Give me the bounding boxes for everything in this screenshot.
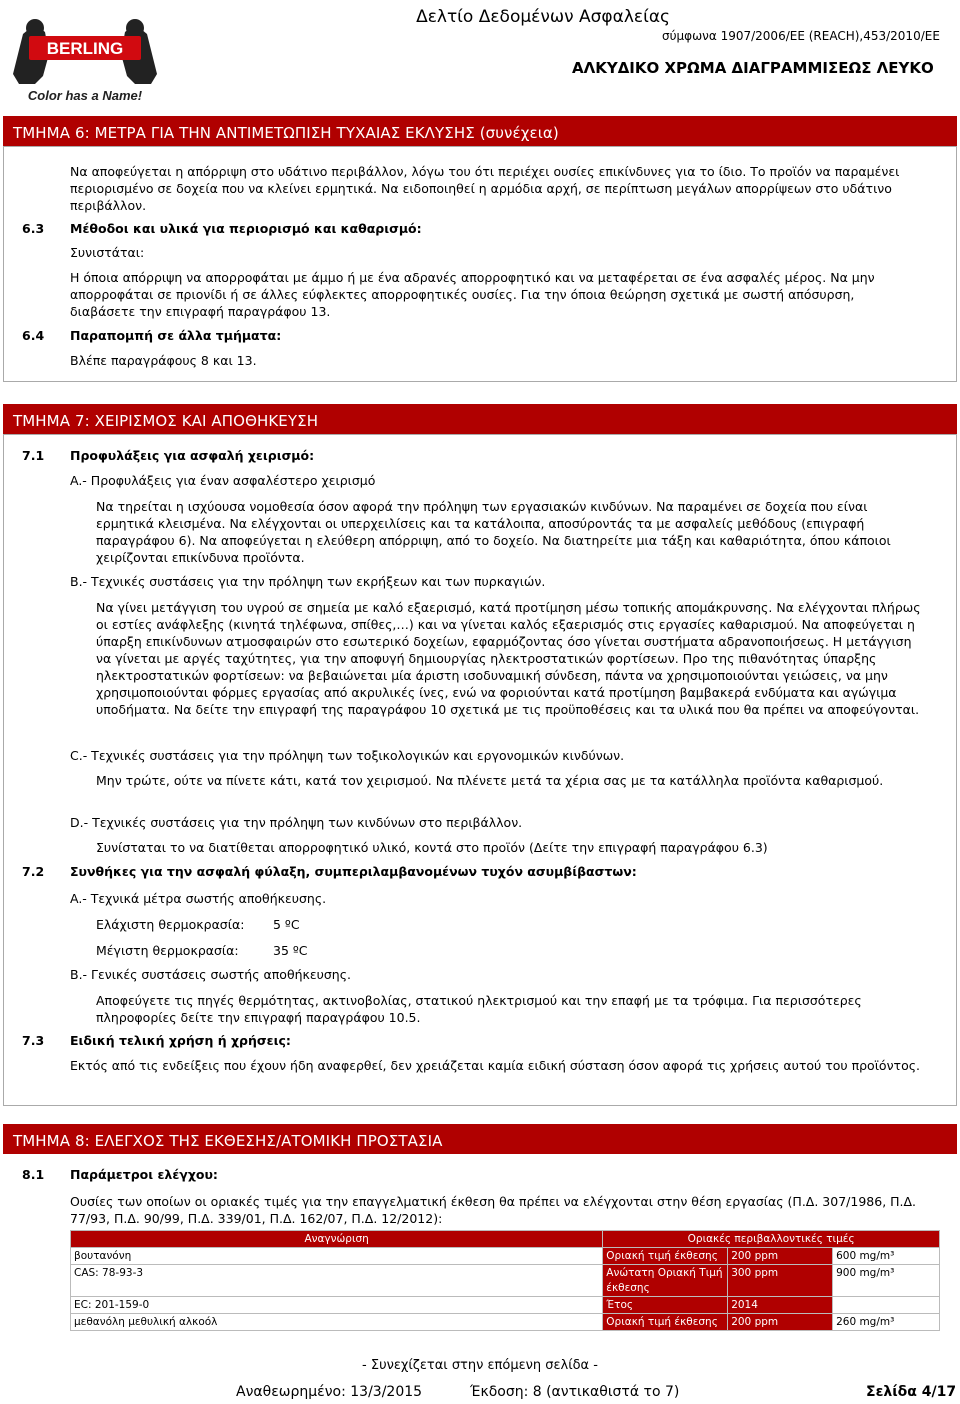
document-title: Δελτίο Δεδομένων Ασφαλείας	[416, 7, 670, 27]
s64-title: Παραπομπή σε άλλα τμήματα:	[70, 328, 282, 343]
s71-b-line-7: υποδήματα. Να δείτε την επιγραφή της παραγράφου 10 σχετικά με τις προϋποθέσεις και τα υλικά που θα πρέπει να αποφεύγονται.	[96, 702, 920, 717]
s64-number: 6.4	[22, 328, 45, 343]
s72-b-title: B.- Γενικές συστάσεις σωστής αποθήκευσης.	[70, 967, 352, 982]
table-cell-value-2: 600 mg/m³	[833, 1248, 940, 1265]
s71-b-line-6: χρησιμοποιούνται φόρμες εργασίας από ακρυλικές ίνες, ενώ να φοριούνται κατά προτίμηση βαμβακερά ενδύματα και αγώγιμα	[96, 685, 897, 700]
s71-number: 7.1	[22, 448, 45, 463]
table-row	[71, 1248, 940, 1265]
table-header-id: Αναγνώριση	[71, 1231, 603, 1248]
section-8-title: ΤΜΗΜΑ 8: ΕΛΕΓΧΟΣ ΤΗΣ ΕΚΘΕΣΗΣ/ΑΤΟΜΙΚΗ ΠΡΟΣΤΑΣΙΑ	[3, 1124, 957, 1154]
exposure-limits-table	[70, 1230, 940, 1331]
s63-subtitle: Συνιστάται:	[70, 245, 145, 260]
max-temp-value: 35 ºC	[273, 943, 308, 958]
s72-title: Συνθήκες για την ασφαλή φύλαξη, συμπεριλαμβανομένων τυχόν ασυμβίβαστων:	[70, 864, 637, 879]
table-cell-label: Οριακή τιμή έκθεσης	[603, 1248, 728, 1265]
table-header-limits: Οριακές περιβαλλοντικές τιμές	[603, 1231, 940, 1248]
table-cell-value-1: 300 ppm	[728, 1265, 833, 1296]
s71-b-line-4: να γίνεται με αργές ταχύτητες, για την αποφυγή δημιουργίας ηλεκτροστατικών φορτίσεων. Προ της πιθανότητας ύπαρξης	[96, 651, 877, 666]
table-row	[71, 1296, 940, 1313]
product-name: ΑΛΚΥΔΙΚΟ ΧΡΩΜΑ ΔΙΑΓΡΑΜΜΙΣΕΩΣ ΛΕΥΚΟ	[572, 59, 934, 77]
table-cell-label: Ανώτατη Οριακή Τιμή έκθεσης	[603, 1265, 728, 1296]
table-row	[71, 1313, 940, 1330]
s71-c-title: C.- Τεχνικές συστάσεις για την πρόληψη των τοξικολογικών και εργονομικών κινδύνων.	[70, 748, 625, 763]
svg-text:Color has a Name!: Color has a Name!	[27, 88, 143, 103]
s63-line-2: απορροφάται σε πριονίδι ή σε άλλες εύφλεκτες απορροφητικές ουσίες. Για την όποια θεώρηση σχετικά με σωστή απόσυρση,	[70, 287, 855, 302]
table-cell-value-2: 260 mg/m³	[833, 1313, 940, 1330]
svg-text:BERLING: BERLING	[46, 39, 124, 58]
table-cell-value-1: 2014	[728, 1296, 833, 1313]
min-temp-value: 5 ºC	[273, 917, 300, 932]
berling-logo-icon	[5, 4, 165, 104]
continued-note: - Συνεχίζεται στην επόμενη σελίδα -	[362, 1358, 598, 1373]
s71-a-line-4: χειρίζονται επικίνδυνα προϊόντα.	[96, 550, 305, 565]
table-cell-name: βουτανόνη	[71, 1248, 603, 1265]
edition-info: Έκδοση: 8 (αντικαθιστά το 7)	[470, 1384, 680, 1400]
s81-number: 8.1	[22, 1167, 45, 1182]
s71-a-line-1: Να τηρείται η ισχύουσα νομοθεσία όσον αφορά την πρόληψη των εργασιακών κινδύνων. Να παραμένει σε δοχεία που είναι	[96, 499, 868, 514]
s73-number: 7.3	[22, 1033, 45, 1048]
s63-title: Μέθοδοι και υλικά για περιορισμό και καθαρισμό:	[70, 221, 422, 236]
page-header	[0, 0, 960, 108]
s71-d-title: D.- Τεχνικές συστάσεις για την πρόληψη των κινδύνων στο περιβάλλον.	[70, 815, 523, 830]
regulation-reference: σύμφωνα 1907/2006/ΕΕ (REACH),453/2010/ΕΕ	[662, 29, 940, 43]
s71-a-line-2: ερμητικά κλεισμένα. Να ελέγχονται οι υπερχειλίσεις και τα κατάλοιπα, αποσύροντάς τα με ασφαλείς μεθόδους (επιγραφή	[96, 516, 865, 531]
s71-c-line-1: Μην τρώτε, ούτε να πίνετε κάτι, κατά τον χειρισμού. Να πλένετε μετά τα χέρια σας με τα κατάλληλα προϊόντα καθαρισμού.	[96, 773, 884, 788]
s71-d-line-1: Συνίσταται το να διατίθεται απορροφητικό υλικό, κοντά στο προϊόν (Δείτε την επιγραφή παραγράφου 6.3)	[96, 840, 768, 855]
s6-intro-line-1: Να αποφεύγεται η απόρριψη στο υδάτινο περιβάλλον, λόγω του ότι περιέχει ουσίες επικίνδυνες για το ίδιο. Το προϊόν να παραμένει	[70, 164, 900, 179]
table-cell-label: Οριακή τιμή έκθεσης	[603, 1313, 728, 1330]
s72-a-title: A.- Τεχνικά μέτρα σωστής αποθήκευσης.	[70, 891, 327, 906]
s72-number: 7.2	[22, 864, 45, 879]
s73-text: Εκτός από τις ενδείξεις που έχουν ήδη αναφερθεί, δεν χρειάζεται καμία ειδική σύσταση όσον αφορά τις χρήσεις αυτού του προϊόντος.	[70, 1058, 921, 1073]
s81-line-1: Ουσίες των οποίων οι οριακές τιμές για την επαγγελματική έκθεση θα πρέπει να ελέγχονται στην θέση εργασίας (Π.Δ. 307/1986, Π.Δ.	[70, 1194, 917, 1209]
table-cell-value-2	[833, 1296, 940, 1313]
s71-b-line-2: οι εστίες ανάφλεξης (κινητά τηλέφωνα, σπίθες,…) και να γίνεται καλός εξαερισμός στις εργασίες καθαρισμού. Να αποφεύγεται η	[96, 617, 915, 632]
s63-line-3: διαβάσετε την επιγραφή παραγράφου 13.	[70, 304, 331, 319]
section-6-title: ΤΜΗΜΑ 6: ΜΕΤΡΑ ΓΙΑ ΤΗΝ ΑΝΤΙΜΕΤΩΠΙΣΗ ΤΥΧΑΙΑΣ ΕΚΛΥΣΗΣ (συνέχεια)	[3, 116, 957, 146]
table-cell-value-1: 200 ppm	[728, 1248, 833, 1265]
s63-number: 6.3	[22, 221, 45, 236]
table-cell-name: μεθανόλη μεθυλική αλκοόλ	[71, 1313, 603, 1330]
s72-b-line-2: πληροφορίες δείτε την επιγραφή παραγράφου 10.5.	[96, 1010, 421, 1025]
s71-title: Προφυλάξεις για ασφαλή χειρισμό:	[70, 448, 315, 463]
s81-title: Παράμετροι ελέγχου:	[70, 1167, 218, 1182]
s81-line-2: 77/93, Π.Δ. 90/99, Π.Δ. 339/01, Π.Δ. 162/07, Π.Δ. 12/2012):	[70, 1211, 443, 1226]
table-row	[71, 1265, 940, 1296]
table-cell-value-2: 900 mg/m³	[833, 1265, 940, 1296]
s71-b-line-3: ύπαρξη επικίνδυνων ατμοσφαιρών στο εσωτερικό δοχείων, εφαρμόζοντας όσο γίνεται συστήματα αδρανοποιήσεως. Η μετάγγιση	[96, 634, 912, 649]
table-header-row	[71, 1231, 940, 1248]
s6-intro-line-3: περιβάλλον.	[70, 198, 147, 213]
min-temp-label: Ελάχιστη θερμοκρασία:	[96, 917, 245, 932]
s71-b-line-1: Να γίνει μετάγγιση του υγρού σε σημεία με καλό εξαερισμό, κατά προτίμηση μέσω τοπικής απομάκρυνσης. Να ελέγχονται πλήρως	[96, 600, 921, 615]
section-7-title: ΤΜΗΜΑ 7: ΧΕΙΡΙΣΜΟΣ ΚΑΙ ΑΠΟΘΗΚΕΥΣΗ	[3, 404, 957, 434]
page-number: Σελίδα 4/17	[866, 1384, 957, 1400]
revision-date: Αναθεωρημένο: 13/3/2015	[236, 1384, 423, 1400]
s71-b-title: B.- Τεχνικές συστάσεις για την πρόληψη των εκρήξεων και των πυρκαγιών.	[70, 574, 546, 589]
s71-a-line-3: παραγράφου 6). Να αποφεύγεται η ελεύθερη απόρριψη, από το δοχείο. Να διατηρείτε μια τάξη και καθαριότητα, όπου κάποιοι	[96, 533, 891, 548]
max-temp-label: Μέγιστη θερμοκρασία:	[96, 943, 239, 958]
s63-line-1: Η όποια απόρριψη να απορροφάται με άμμο ή με ένα αδρανές απορροφητικό και να μεταφέρεται σε ένα ασφαλές μέρος. Να μην	[70, 270, 875, 285]
s72-b-line-1: Αποφεύγετε τις πηγές θερμότητας, ακτινοβολίας, στατικού ηλεκτρισμού και την επαφή με τα τρόφιμα. Για περισσότερες	[96, 993, 862, 1008]
table-cell-name: EC: 201-159-0	[71, 1296, 603, 1313]
table-cell-name: CAS: 78-93-3	[71, 1265, 603, 1296]
s64-text: Βλέπε παραγράφους 8 και 13.	[70, 353, 257, 368]
s71-b-line-5: ηλεκτροστατικών φορτίσεων: να βεβαιώνεται μία άριστη ισοδυναμική σύνδεση, πάντα να χρησιμοποιούνται γειώσεις, να μην	[96, 668, 888, 683]
table-cell-label: Έτος	[603, 1296, 728, 1313]
s73-title: Ειδική τελική χρήση ή χρήσεις:	[70, 1033, 291, 1048]
s6-intro-line-2: περιορισμένο σε δοχεία που να κλείνει ερμητικά. Να ειδοποιηθεί η αρμόδια αρχή, σε περίπτωση μεγάλων απορρίψεων στο υδάτινο	[70, 181, 892, 196]
table-cell-value-1: 200 ppm	[728, 1313, 833, 1330]
s71-a-title: A.- Προφυλάξεις για έναν ασφαλέστερο χειρισμό	[70, 473, 376, 488]
